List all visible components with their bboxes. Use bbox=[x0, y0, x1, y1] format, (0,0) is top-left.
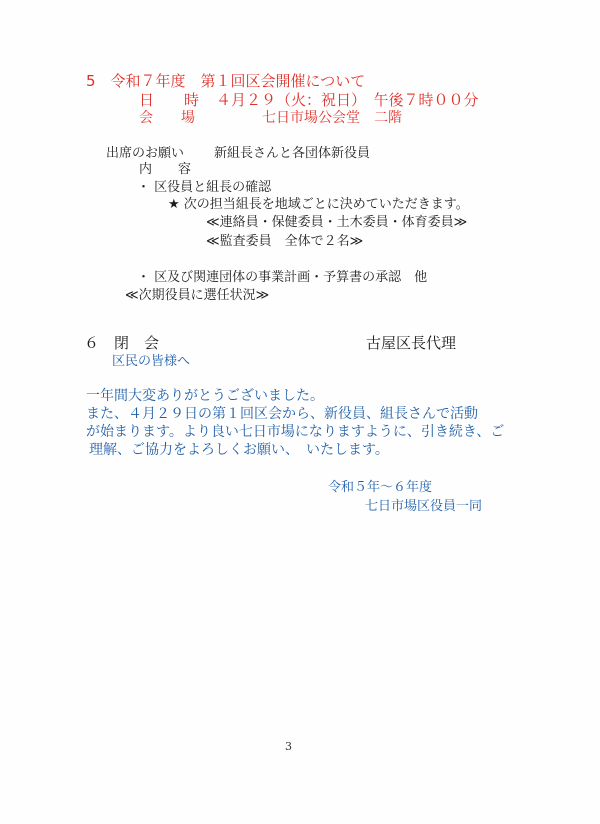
meeting-venue-label: 会 場 bbox=[139, 110, 195, 126]
contents-status-note: ≪次期役員に選任状況≫ bbox=[125, 288, 270, 303]
section6-speaker: 古屋区長代理 bbox=[366, 334, 457, 352]
contents-item-officers: ・ 区役員と組長の確認 bbox=[137, 180, 272, 195]
page-number: 3 bbox=[285, 740, 292, 753]
message-line4: 理解、ご協力をよろしくお願い、 いたします。 bbox=[89, 442, 389, 458]
contents-star-note: ★ 次の担当組長を地域ごとに決めていただきます。 bbox=[168, 197, 469, 212]
message-line2: また、４月２９日の第１回区会から、新役員、組長さんで活動 bbox=[86, 406, 478, 422]
meeting-venue-value: 七日市場公会堂 二階 bbox=[262, 110, 402, 126]
section6-heading: ６ 閉 会 bbox=[84, 334, 160, 352]
meeting-date-value: ４月２９（火：祝日） 午後７時００分 bbox=[216, 91, 479, 109]
signature-period: 令和５年～６年度 bbox=[328, 480, 433, 495]
contents-label: 内 容 bbox=[139, 162, 192, 177]
contents-item-plans: ・ 区及び関連団体の事業計画・予算書の承認 他 bbox=[137, 270, 428, 285]
contents-roles-line2: ≪監査委員 全体で２名≫ bbox=[206, 234, 364, 249]
attendance-request-value: 新組長さんと各団体新役員 bbox=[214, 146, 371, 161]
meeting-date-label: 日 時 bbox=[139, 91, 200, 109]
contents-roles-line1: ≪連絡員・保健委員・土木委員・体育委員≫ bbox=[206, 215, 468, 230]
message-line3: が始まります。より良い七日市場になりますように、引き続き、ご bbox=[86, 424, 505, 440]
attendance-request-label: 出席のお願い bbox=[106, 146, 185, 161]
message-line1: 一年間大変ありがとうございました。 bbox=[86, 388, 324, 404]
message-addressee: 区民の皆様へ bbox=[112, 354, 191, 369]
section5-heading: 5 令和７年度 第１回区会開催について bbox=[86, 72, 366, 90]
signature-from: 七日市場区役員一同 bbox=[365, 499, 483, 514]
